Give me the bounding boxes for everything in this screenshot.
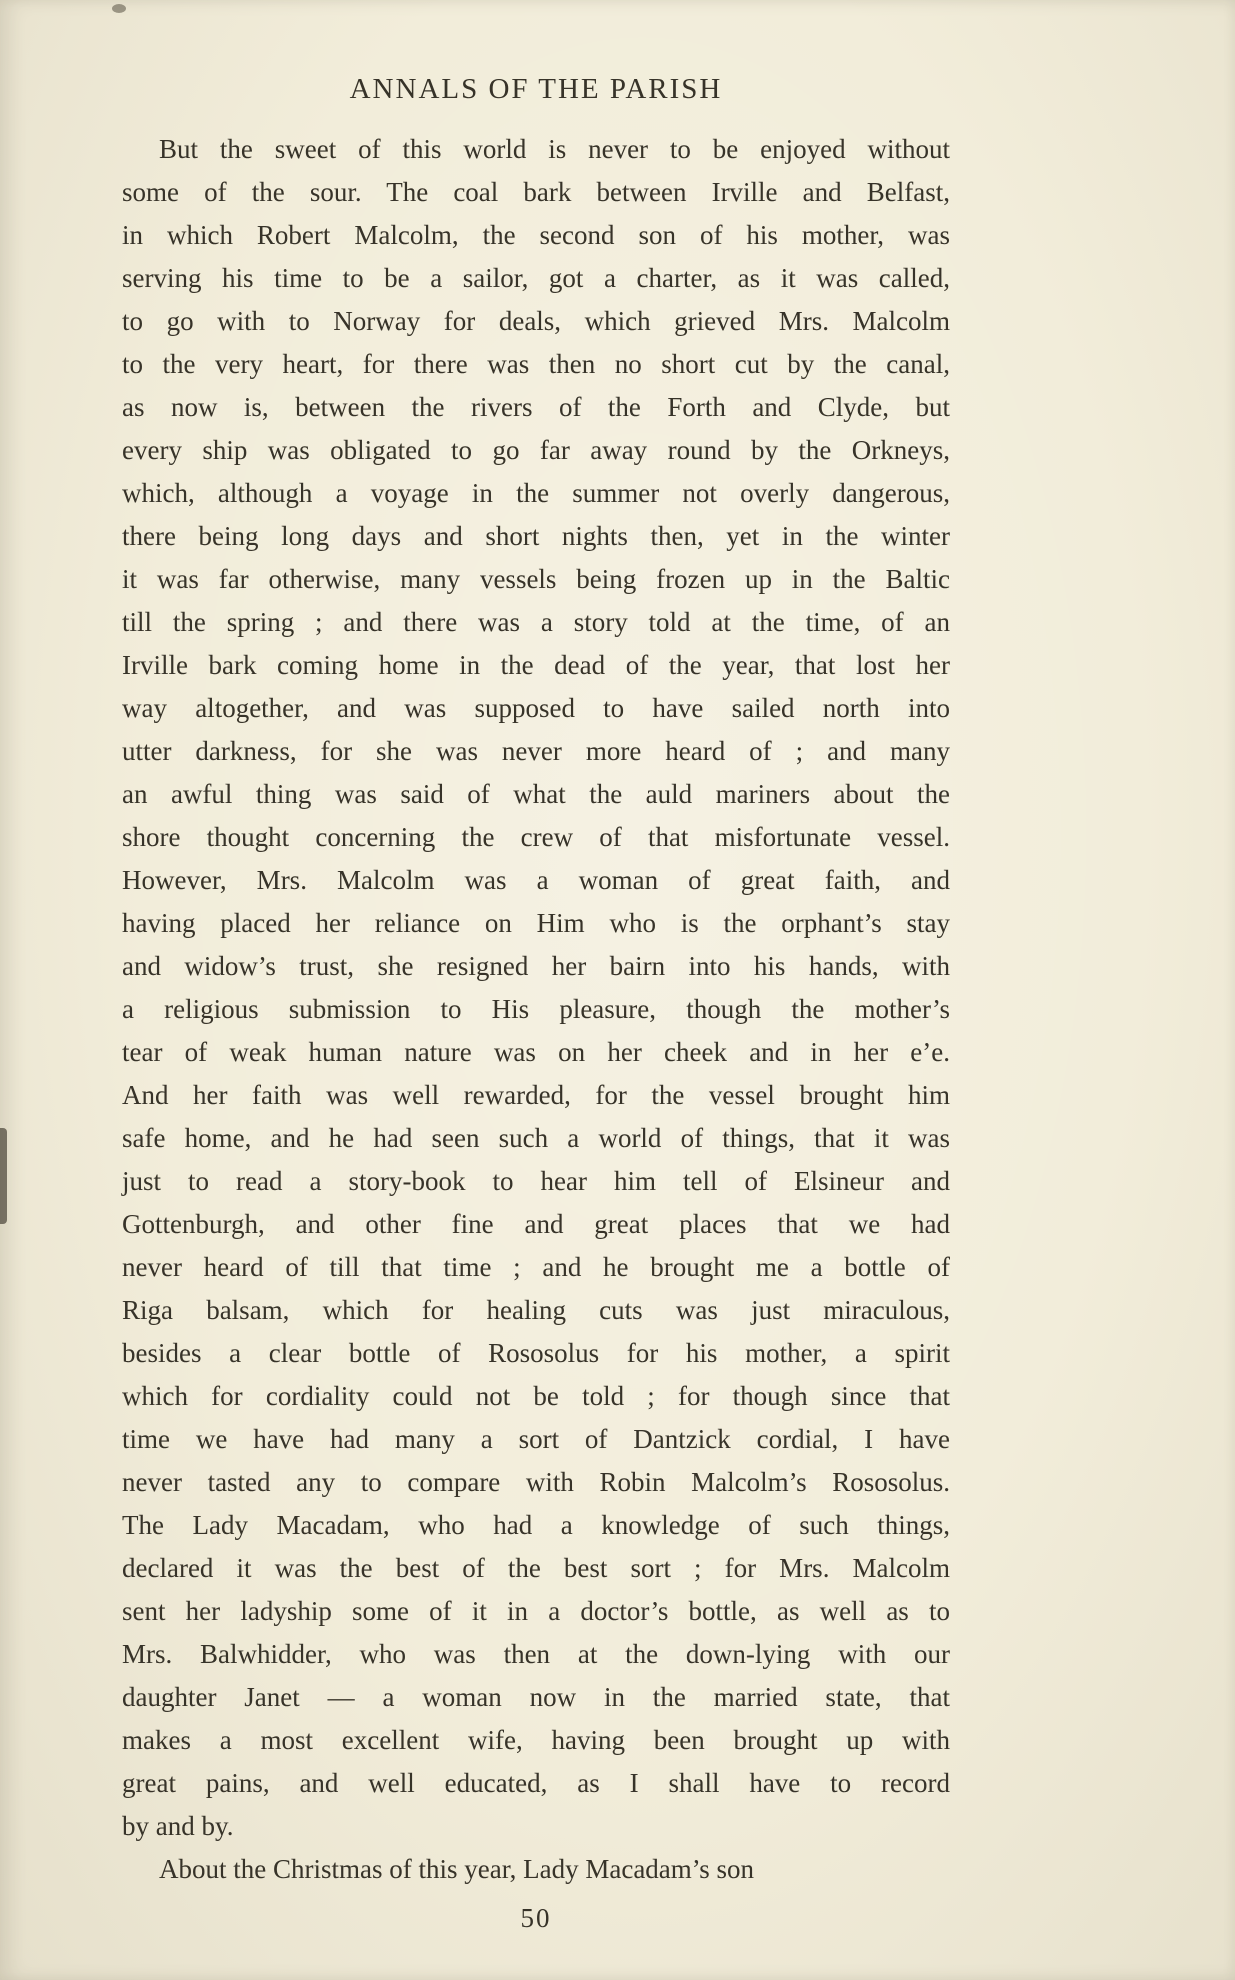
text-line: declared it was the best of the best sort ; for Mrs. Malcolm (122, 1553, 950, 1583)
page-number: 50 (520, 1903, 552, 1933)
text-line: as now is, between the rivers of the Forth and Clyde, but (122, 392, 950, 422)
text-line: till the spring ; and there was a story told at the time, of an (122, 607, 950, 637)
text-line: by and by. (122, 1811, 234, 1841)
text-line: which for cordiality could not be told ; for though since that (122, 1381, 950, 1411)
text-line: Mrs. Balwhidder, who was then at the down-lying with our (122, 1639, 950, 1669)
text-line: However, Mrs. Malcolm was a woman of great faith, and (122, 865, 950, 895)
text-line: The Lady Macadam, who had a knowledge of such things, (122, 1510, 950, 1540)
text-line: time we have had many a sort of Dantzick cordial, I have (122, 1424, 950, 1454)
text-line: it was far otherwise, many vessels being frozen up in the Baltic (122, 564, 950, 594)
text-line: Irville bark coming home in the dead of the year, that lost her (122, 650, 950, 680)
text-line: having placed her reliance on Him who is the orphant’s stay (122, 908, 950, 938)
text-line: Gottenburgh, and other fine and great places that we had (122, 1209, 950, 1239)
text-line: just to read a story-book to hear him tell of Elsineur and (122, 1166, 950, 1196)
text-line: tear of weak human nature was on her cheek and in her e’e. (122, 1037, 950, 1067)
text-line: And her faith was well rewarded, for the vessel brought him (122, 1080, 950, 1110)
text-line: never tasted any to compare with Robin Malcolm’s Rososolus. (122, 1467, 950, 1497)
text-line: and widow’s trust, she resigned her bairn into his hands, with (122, 951, 950, 981)
scan-artifact-icon (0, 1128, 7, 1224)
running-head: ANNALS OF THE PARISH (349, 73, 723, 105)
text-line: a religious submission to His pleasure, though the mother’s (122, 994, 950, 1024)
text-line: sent her ladyship some of it in a doctor’s bottle, as well as to (122, 1596, 950, 1626)
text-line: to the very heart, for there was then no short cut by the canal, (122, 349, 950, 379)
text-line: utter darkness, for she was never more heard of ; and many (122, 736, 950, 766)
text-line: every ship was obligated to go far away round by the Orkneys, (122, 435, 950, 465)
text-line: daughter Janet — a woman now in the married state, that (122, 1682, 950, 1712)
body-paragraph-2 (122, 1848, 950, 1891)
text-line: an awful thing was said of what the auld mariners about the (122, 779, 950, 809)
text-line: way altogether, and was supposed to have sailed north into (122, 693, 950, 723)
text-line: to go with to Norway for deals, which grieved Mrs. Malcolm (122, 306, 950, 336)
text-line: shore thought concerning the crew of that misfortunate vessel. (122, 822, 950, 852)
text-line: But the sweet of this world is never to be enjoyed without (159, 134, 950, 164)
text-line: never heard of till that time ; and he brought me a bottle of (122, 1252, 950, 1282)
text-line: Riga balsam, which for healing cuts was just miraculous, (122, 1295, 950, 1325)
text-line: there being long days and short nights then, yet in the winter (122, 521, 950, 551)
text-line: safe home, and he had seen such a world of things, that it was (122, 1123, 950, 1153)
text-line: in which Robert Malcolm, the second son of his mother, was (122, 220, 950, 250)
text-line: makes a most excellent wife, having been brought up with (122, 1725, 950, 1755)
text-line: some of the sour. The coal bark between Irville and Belfast, (122, 177, 950, 207)
text-line: which, although a voyage in the summer not overly dangerous, (122, 478, 950, 508)
text-line: besides a clear bottle of Rososolus for his mother, a spirit (122, 1338, 950, 1368)
body-paragraph-1 (122, 128, 950, 1848)
text-column (122, 0, 950, 1935)
text-line: serving his time to be a sailor, got a charter, as it was called, (122, 263, 950, 293)
text-line: About the Christmas of this year, Lady Macadam’s son (159, 1854, 755, 1884)
text-line: great pains, and well educated, as I shall have to record (122, 1768, 950, 1798)
